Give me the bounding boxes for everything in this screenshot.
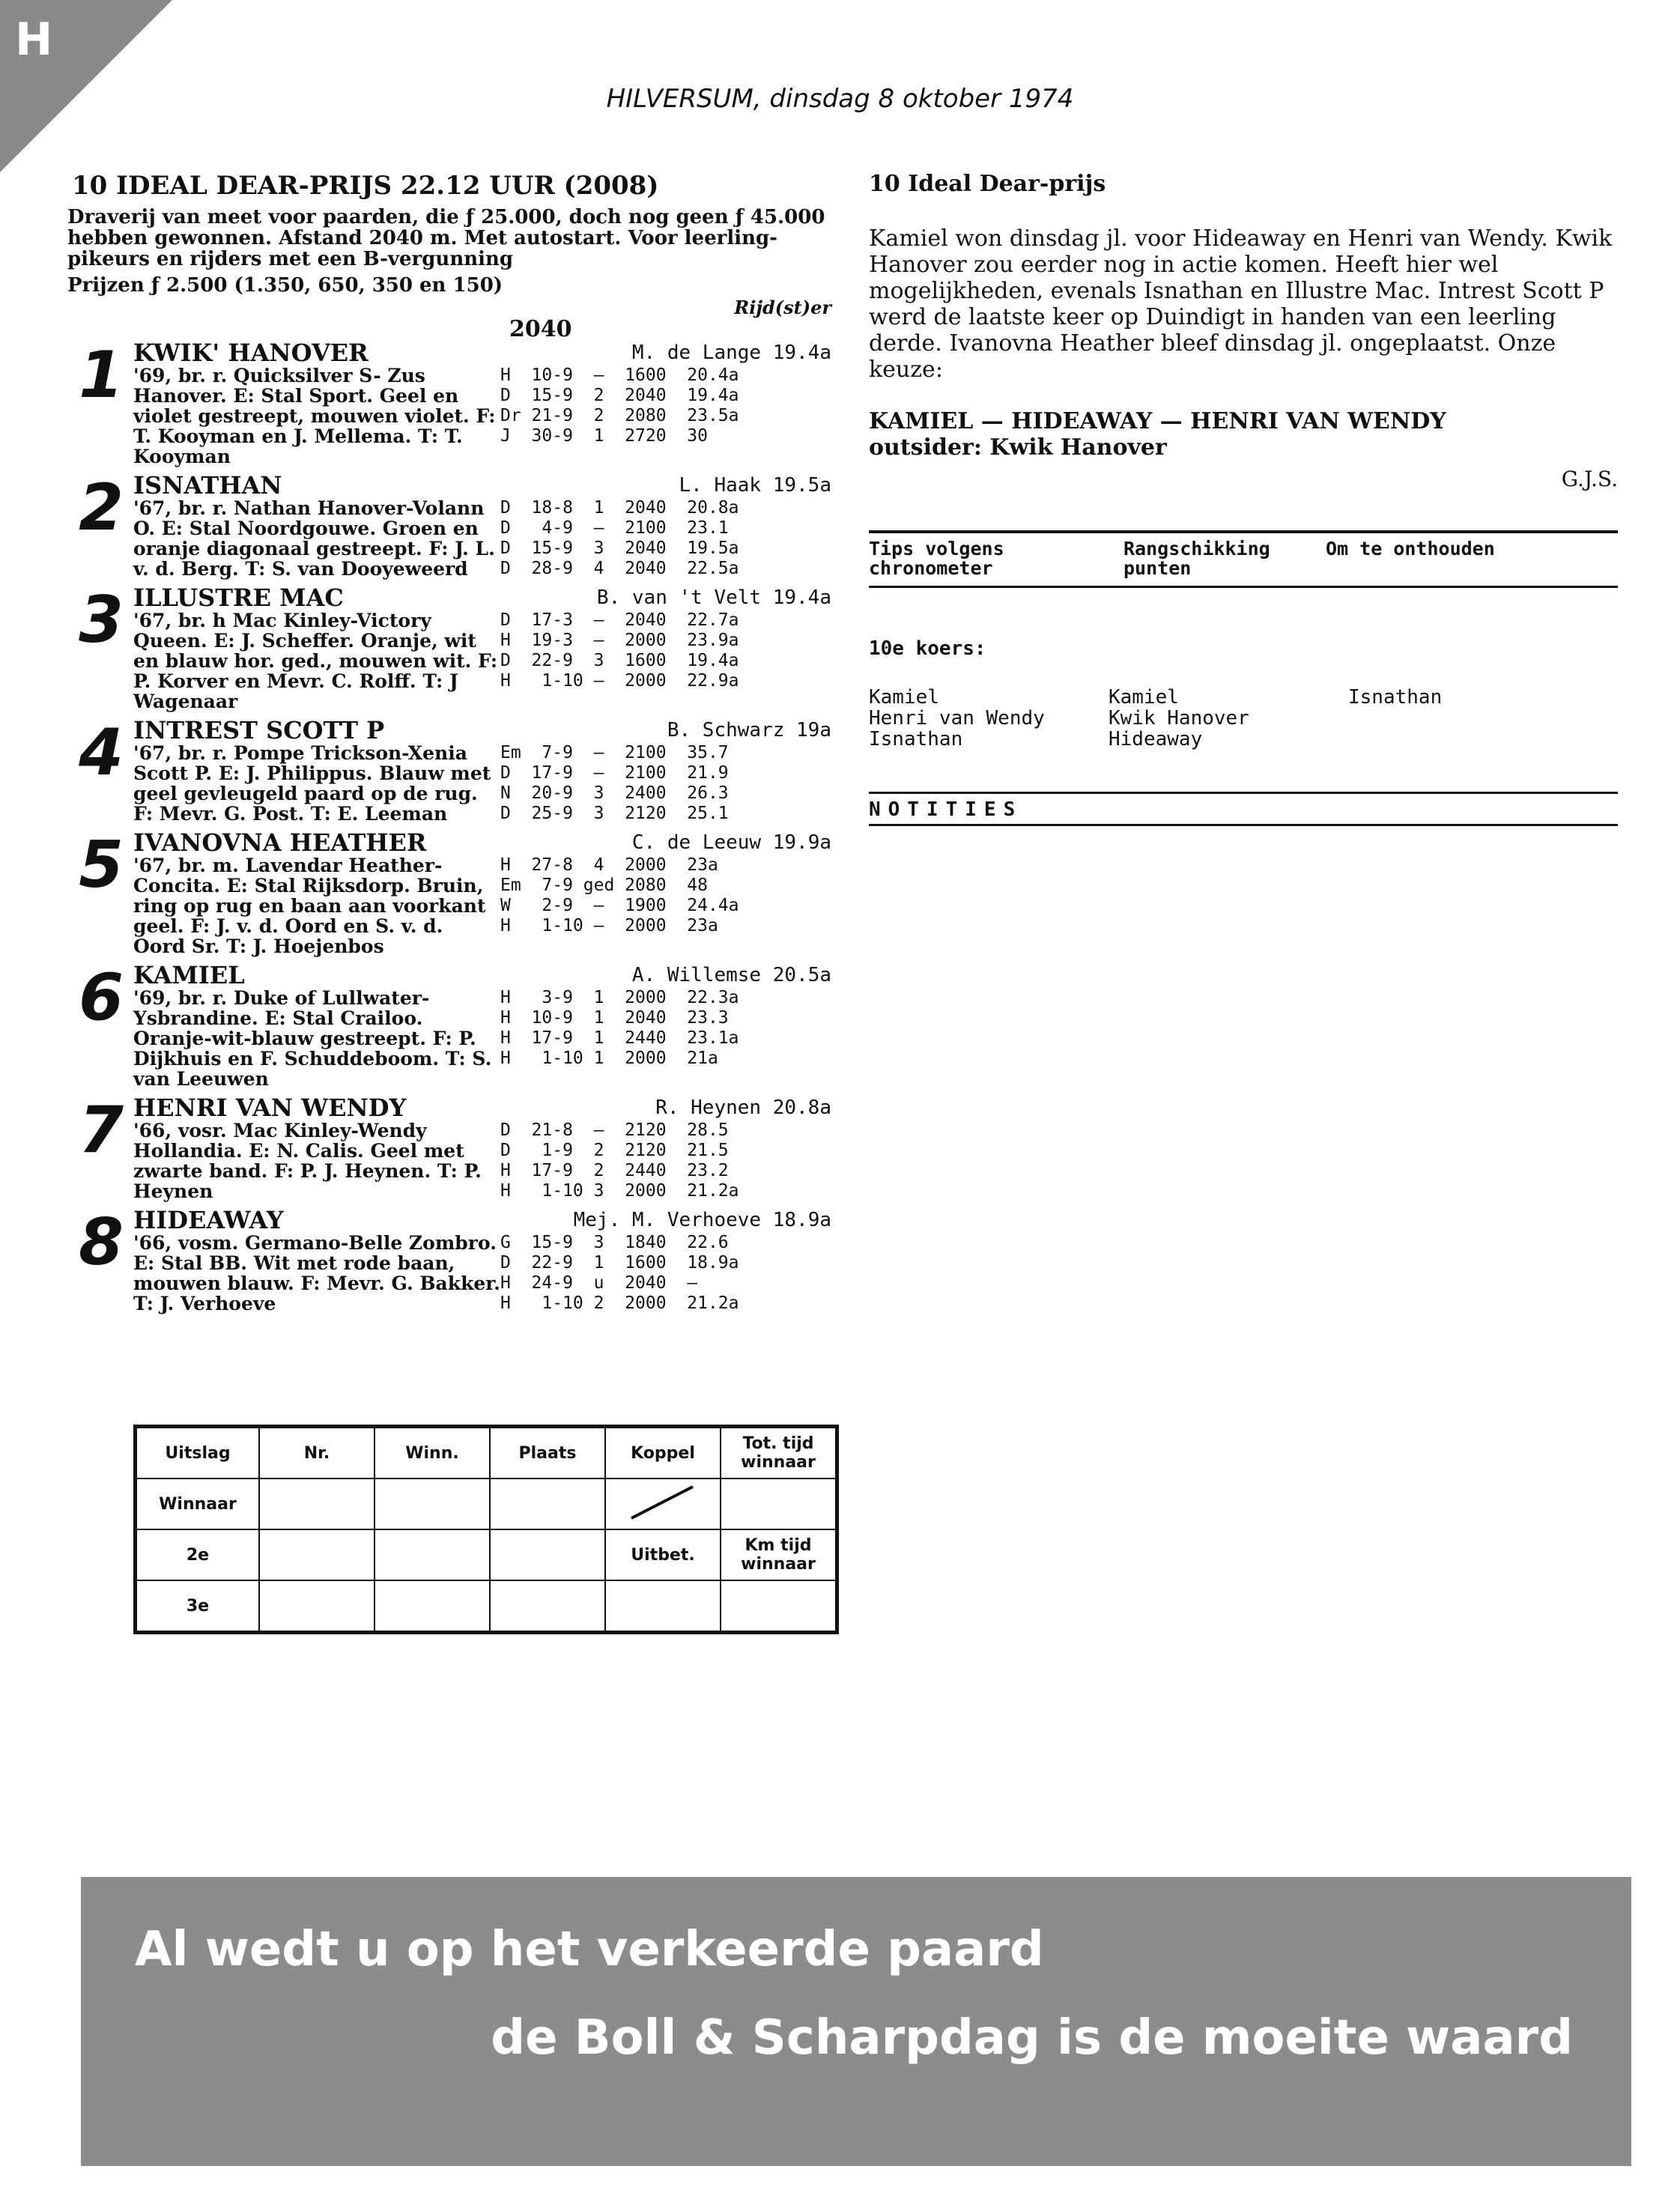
horse-info: '67, br. r. Nathan Hanover-Volann O. E: Stal Noordgouwe. Groen en oranje diagonaal gestreept. F: J. L. v. d. Berg. T: S. van Dooyeweerd xyxy=(133,497,495,580)
entry-body xyxy=(133,855,831,956)
horse-name: ISNATHAN xyxy=(133,471,282,500)
performance-row: H 10-9 — 1600 20.4a xyxy=(500,366,739,385)
tips-header xyxy=(869,539,1618,578)
performance-list xyxy=(500,498,830,579)
entry-body xyxy=(133,1120,831,1201)
entry-number: 7 xyxy=(79,1093,124,1168)
tips-column-punten xyxy=(1109,687,1348,750)
results-header-cell: Plaats xyxy=(490,1427,605,1479)
performance-row: H 3-9 1 2000 22.3a xyxy=(500,988,739,1007)
performance-row: Em 7-9 — 2100 35.7 xyxy=(500,743,729,762)
results-cell xyxy=(374,1478,490,1529)
horse-name: IVANOVNA HEATHER xyxy=(133,828,427,857)
horse-entry xyxy=(67,583,831,712)
divider xyxy=(869,792,1618,794)
horse-info: '66, vosm. Germano-Belle Zombro. E: Stal BB. Wit met rode baan, mouwen blauw. F: Mevr. G. Bakker. T: J. Verhoeve xyxy=(133,1232,500,1314)
race-prizes: Prijzen ƒ 2.500 (1.350, 650, 350 en 150) xyxy=(67,274,503,297)
performance-list xyxy=(500,366,830,467)
results-header-cell: Koppel xyxy=(605,1427,721,1479)
performance-row: Em 7-9 ged 2080 48 xyxy=(500,876,708,895)
entry-body xyxy=(133,1233,831,1314)
performance-row: H 1-10 2 2000 21.2a xyxy=(500,1293,739,1313)
performance-row: H 10-9 1 2040 23.3 xyxy=(500,1008,729,1028)
performance-list xyxy=(500,988,830,1089)
rider-name: M. de Lange 19.4a xyxy=(631,342,831,364)
performance-row: D 22-9 1 1600 18.9a xyxy=(500,1253,739,1273)
results-cell xyxy=(374,1580,490,1633)
entry-body xyxy=(133,498,831,579)
horse-entry xyxy=(67,471,831,579)
performance-row: G 15-9 3 1840 22.6 xyxy=(500,1233,729,1252)
tip-item: Hideaway xyxy=(1109,728,1203,750)
divider xyxy=(869,530,1618,533)
performance-list xyxy=(500,855,830,956)
horse-info: '67, br. m. Lavendar Heather-Concita. E: Stal Rijksdorp. Bruin, ring op rug en baan aan voorkant geel. F: J. v. d. Oord en S. v. d. Oord Sr. T: J. Hoejenbos xyxy=(133,855,486,957)
rider-name: L. Haak 19.5a xyxy=(679,474,831,497)
results-header-row xyxy=(136,1427,837,1479)
commentary-column xyxy=(869,171,1618,826)
entry-name-row xyxy=(133,1206,831,1233)
uitbet-label: Uitbet. xyxy=(605,1529,721,1580)
tips-column-chronometer xyxy=(869,687,1109,750)
results-table xyxy=(133,1425,839,1634)
tips-columns xyxy=(869,687,1618,750)
koppel-slash-cell xyxy=(605,1478,721,1529)
results-cell xyxy=(490,1478,605,1529)
commentary-signature: G.J.S. xyxy=(1561,467,1618,491)
page-header: HILVERSUM, dinsdag 8 oktober 1974 xyxy=(606,84,1074,114)
koers-label: 10e koers: xyxy=(869,637,986,660)
results-row-label: Winnaar xyxy=(136,1478,260,1529)
tips-header-chronometer: Tips volgens chronometer xyxy=(869,538,1004,579)
horse-info: '66, vosr. Mac Kinley-Wendy Hollandia. E: N. Calis. Geel met zwarte band. F: P. J. Heynen. T: P. Heynen xyxy=(133,1120,482,1202)
entry-name-row xyxy=(133,471,831,498)
horse-name: HIDEAWAY xyxy=(133,1206,284,1234)
entry-name-row xyxy=(133,961,831,988)
banner-line-1: Al wedt u op het verkeerde paard xyxy=(135,1922,1044,1977)
commentary-outsider: outsider: Kwik Hanover xyxy=(869,434,1167,461)
performance-row: D 17-3 — 2040 22.7a xyxy=(500,610,739,630)
entry-number: 2 xyxy=(79,470,124,545)
notities-heading: NOTITIES xyxy=(869,798,1023,821)
entry-number: 4 xyxy=(79,715,124,790)
rider-name: R. Heynen 20.8a xyxy=(655,1097,831,1119)
results-row-label: 3e xyxy=(136,1580,260,1633)
rider-name: B. van 't Velt 19.4a xyxy=(596,586,831,609)
results-cell xyxy=(259,1478,374,1529)
results-cell xyxy=(721,1580,837,1633)
horse-name: ILLUSTRE MAC xyxy=(133,583,344,612)
race-program xyxy=(67,171,831,1314)
performance-row: Dr 21-9 2 2080 23.5a xyxy=(500,406,739,425)
performance-row: H 1-10 1 2000 21a xyxy=(500,1049,718,1068)
advertisement-banner xyxy=(81,1877,1631,2166)
rider-name: A. Willemse 20.5a xyxy=(631,964,831,986)
entry-body xyxy=(133,610,831,712)
horse-info: '67, br. r. Pompe Trickson-Xenia Scott P. E: J. Philippus. Blauw met geel gevleugeld paard op de rug. F: Mevr. G. Post. T: E. Leeman xyxy=(133,742,491,825)
entry-number: 5 xyxy=(79,828,124,903)
rider-column-header: Rijd(st)er xyxy=(734,297,831,318)
performance-row: H 24-9 u 2040 — xyxy=(500,1273,698,1293)
results-cell xyxy=(490,1529,605,1580)
performance-row: N 20-9 3 2400 26.3 xyxy=(500,783,729,803)
rider-name: C. de Leeuw 19.9a xyxy=(631,831,831,854)
entry-name-row xyxy=(133,828,831,855)
entry-name-row xyxy=(133,339,831,366)
performance-row: D 21-8 — 2120 28.5 xyxy=(500,1120,729,1140)
results-cell xyxy=(490,1580,605,1633)
tip-item: Kamiel xyxy=(1109,686,1179,709)
entry-name-row xyxy=(133,716,831,743)
performance-row: D 18-8 1 2040 20.8a xyxy=(500,498,739,518)
race-title: 10 IDEAL DEAR-PRIJS 22.12 UUR (2008) xyxy=(72,171,659,201)
results-header-cell: Tot. tijd winnaar xyxy=(721,1427,837,1479)
performance-row: D 17-9 — 2100 21.9 xyxy=(500,763,729,783)
race-description: Draverij van meet voor paarden, die ƒ 25.000, doch nog geen ƒ 45.000 hebben gewonnen. Afstand 2040 m. Met autostart. Voor leerling-pikeurs en rijders met een B-vergunning xyxy=(67,206,825,270)
tip-item: Henri van Wendy xyxy=(869,707,1045,730)
horse-info: '69, br. r. Duke of Lullwater-Ysbrandine. E: Stal Crailoo. Oranje-wit-blauw gestreept. F: P. Dijkhuis en F. Schuddeboom. T: S. van Leeuwen xyxy=(133,987,492,1090)
performance-row: J 30-9 1 2720 30 xyxy=(500,426,708,446)
entry-number: 6 xyxy=(79,960,124,1035)
results-row xyxy=(136,1529,837,1580)
performance-row: D 25-9 3 2120 25.1 xyxy=(500,804,729,823)
results-header-cell: Winn. xyxy=(374,1427,490,1479)
entry-number: 1 xyxy=(79,338,124,413)
performance-list xyxy=(500,610,830,712)
performance-row: H 1-10 — 2000 22.9a xyxy=(500,671,739,691)
performance-row: H 17-9 2 2440 23.2 xyxy=(500,1161,729,1180)
entry-name-row xyxy=(133,1094,831,1120)
results-cell xyxy=(605,1580,721,1633)
performance-row: D 15-9 3 2040 19.5a xyxy=(500,539,739,558)
distance-column-header: 2040 xyxy=(509,316,572,342)
results-header-cell: Nr. xyxy=(259,1427,374,1479)
results-row xyxy=(136,1580,837,1633)
performance-list xyxy=(500,1233,830,1314)
performance-list xyxy=(500,743,830,824)
rider-name: Mej. M. Verhoeve 18.9a xyxy=(573,1209,831,1231)
commentary-pick: KAMIEL — HIDEAWAY — HENRI VAN WENDY xyxy=(869,408,1446,434)
entry-body xyxy=(133,366,831,467)
horse-info: '69, br. r. Quicksilver S- Zus Hanover. E: Stal Sport. Geel en violet gestreept, mouwen violet. F: T. Kooyman en J. Mellema. T: T. Kooyman xyxy=(133,365,496,467)
performance-row: D 15-9 2 2040 19.4a xyxy=(500,386,739,405)
tips-header-onthouden: Om te onthouden xyxy=(1326,538,1495,559)
results-cell xyxy=(259,1529,374,1580)
results-cell xyxy=(721,1478,837,1529)
performance-row: D 4-9 — 2100 23.1 xyxy=(500,518,729,538)
commentary-title: 10 Ideal Dear-prijs xyxy=(869,171,1106,197)
column-header xyxy=(67,297,831,342)
results-cell xyxy=(374,1529,490,1580)
corner-letter: H xyxy=(15,13,53,66)
horse-name: HENRI VAN WENDY xyxy=(133,1094,407,1122)
performance-row: H 27-8 4 2000 23a xyxy=(500,855,718,875)
horse-name: INTREST SCOTT P xyxy=(133,716,385,744)
tips-header-punten: Rangschikking punten xyxy=(1123,538,1270,579)
performance-row: H 1-10 3 2000 21.2a xyxy=(500,1181,739,1201)
rider-name: B. Schwarz 19a xyxy=(667,719,831,741)
entry-body xyxy=(133,988,831,1089)
entry-number: 8 xyxy=(79,1205,124,1280)
results-row-label: 2e xyxy=(136,1529,260,1580)
km-tijd-label: Km tijd winnaar xyxy=(721,1529,837,1580)
horse-name: KWIK' HANOVER xyxy=(133,339,369,367)
entry-body xyxy=(133,743,831,824)
horse-entry xyxy=(67,828,831,956)
commentary-text: Kamiel won dinsdag jl. voor Hideaway en Henri van Wendy. Kwik Hanover zou eerder nog in actie komen. Heeft hier wel mogelijkheden, evenals Isnathan en Illustre Mac. Intrest Scott P werd de laatste keer op Duindigt in handen van een leerling derde. Ivanovna Heather bleef dinsdag jl. ongeplaatst. Onze keuze: xyxy=(869,225,1613,383)
slash-mark xyxy=(618,1479,708,1524)
performance-row: H 1-10 — 2000 23a xyxy=(500,916,718,935)
tip-item: Kamiel xyxy=(869,686,939,709)
tip-item: Isnathan xyxy=(1348,686,1443,709)
tips-column-onthouden xyxy=(1348,687,1588,750)
entry-name-row xyxy=(133,583,831,610)
horse-name: KAMIEL xyxy=(133,961,245,989)
performance-list xyxy=(500,1120,830,1201)
results-cell xyxy=(259,1580,374,1633)
banner-line-2: de Boll & Scharpdag is de moeite waard xyxy=(491,2010,1573,2066)
entry-list xyxy=(67,339,831,1314)
divider xyxy=(869,586,1618,588)
performance-row: D 1-9 2 2120 21.5 xyxy=(500,1141,729,1160)
horse-info: '67, br. h Mac Kinley-Victory Queen. E: J. Scheffer. Oranje, wit en blauw hor. ged., mouwen wit. F: P. Korver en Mevr. C. Rolff. T: J Wagenaar xyxy=(133,610,498,712)
performance-row: H 19-3 — 2000 23.9a xyxy=(500,631,739,650)
entry-number: 3 xyxy=(79,583,124,658)
performance-row: H 17-9 1 2440 23.1a xyxy=(500,1028,739,1048)
horse-entry xyxy=(67,339,831,467)
horse-entry xyxy=(67,961,831,1089)
results-row xyxy=(136,1478,837,1529)
performance-row: D 22-9 3 1600 19.4a xyxy=(500,651,739,670)
horse-entry xyxy=(67,1206,831,1314)
divider xyxy=(869,824,1618,826)
tip-item: Isnathan xyxy=(869,728,963,750)
horse-entry xyxy=(67,716,831,824)
performance-row: D 28-9 4 2040 22.5a xyxy=(500,559,739,578)
tip-item: Kwik Hanover xyxy=(1109,707,1249,730)
results-header-cell: Uitslag xyxy=(136,1427,260,1479)
horse-entry xyxy=(67,1094,831,1201)
performance-row: W 2-9 — 1900 24.4a xyxy=(500,896,739,915)
